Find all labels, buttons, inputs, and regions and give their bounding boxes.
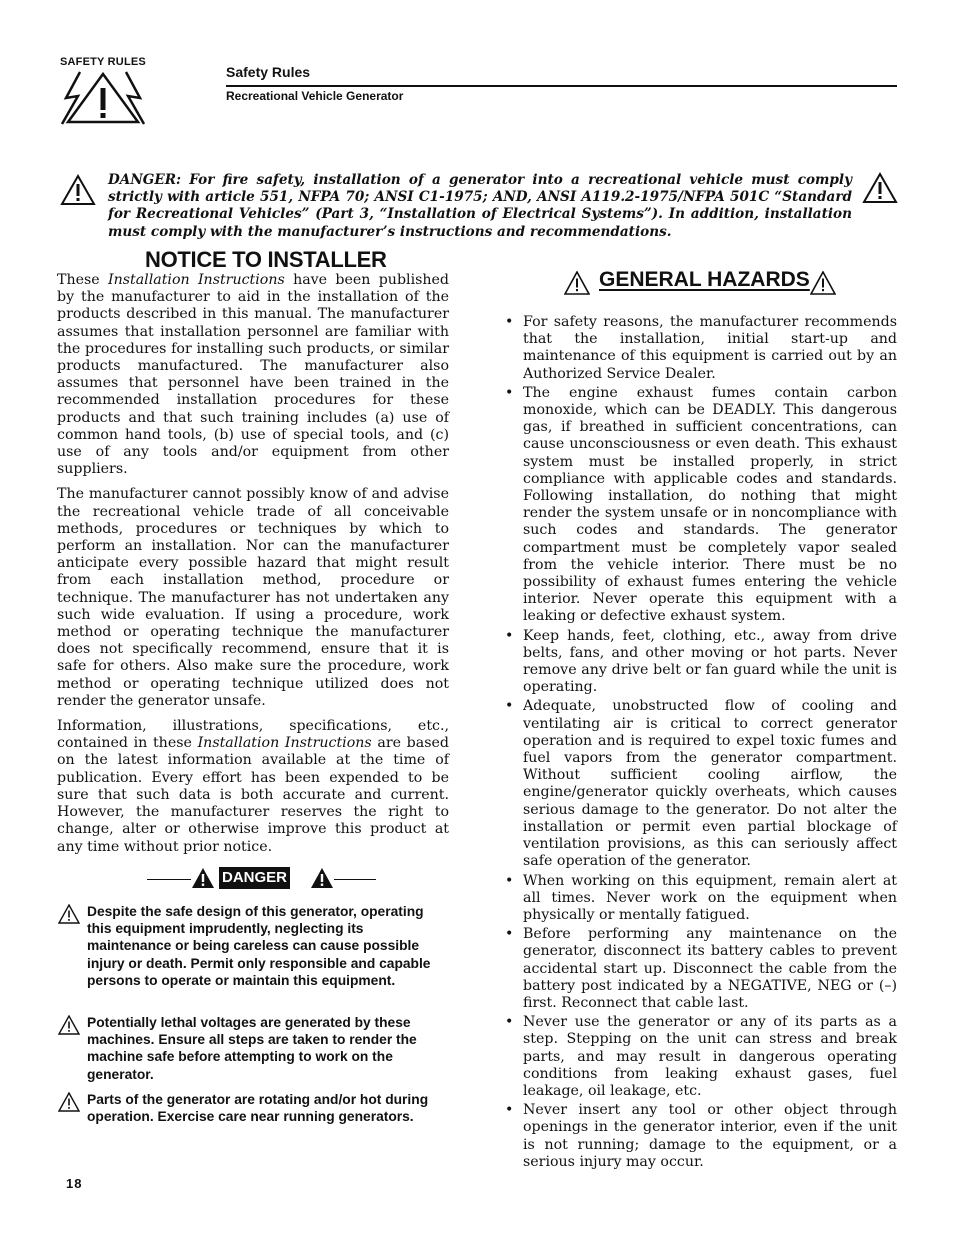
lightning-warning-icon (60, 70, 146, 126)
warning-triangle-icon (810, 271, 836, 295)
bullet: • (505, 872, 514, 889)
danger-item: Parts of the generator are rotating and/or hot during operation. Exercise care near running generators. (87, 1092, 429, 1125)
warning-triangle-filled-icon (191, 867, 215, 889)
notice-paragraph (57, 272, 449, 478)
list-item-text: Never use the generator or any of its parts as a step. Stepping on the unit can stress and break parts, and may result in dangerous operating conditions from leaking exhaust gases, fuel leakage, oil leakage, etc. (523, 1014, 897, 1099)
danger-item: Potentially lethal voltages are generated by these machines. Ensure all steps are taken to render the machine safe before attempting to work on the generator. (87, 1015, 417, 1082)
list-item (505, 873, 897, 925)
text-run: These (57, 272, 108, 288)
warning-triangle-icon (862, 172, 898, 204)
notice-body (57, 272, 449, 864)
list-item-text: Keep hands, feet, clothing, etc., away from drive belts, fans, and other moving or hot parts. Never remove any drive belt or fan guard while the unit is operating. (523, 627, 897, 696)
warning-triangle-filled-icon (310, 867, 334, 889)
warning-triangle-icon (58, 1092, 80, 1112)
header-rule (226, 85, 897, 87)
text-run-italic: Installation Instructions (108, 272, 285, 288)
list-item (505, 698, 897, 870)
notice-title: NOTICE TO INSTALLER (145, 247, 387, 272)
list-item (505, 1014, 897, 1100)
danger-label: DANGER (219, 867, 290, 889)
text-run: have been published by the manufacturer to aid in the installation of the products described in this manual. The manufacturer assumes that installation personnel are familiar with the procedures for installing such products, or similar products manufactured. The manufacturer also assumes that personnel have been trained in the recommended installation procedures for these products and that such training includes (a) use of common hand tools, (b) use of special tools, and (c) use of any tools and/or equipment from other suppliers. (57, 272, 449, 478)
list-item (505, 314, 897, 383)
text-run: Information, illustrations, specifications, etc., contained in these (57, 718, 449, 752)
list-item-text: The engine exhaust fumes contain carbon monoxide, which can be DEADLY. This dangerous gas, if breathed in sufficient concentrations, can cause unconsciousness or even death. This exhaust system must be installed properly, in strict compliance with applicable codes and standards. Following installation, do nothing that might render the system unsafe or in noncompliance with such codes and standards. The generator compartment must be completely vapor sealed from the vehicle interior. There must be no possibility of exhaust fumes entering the vehicle interior. Never operate this equipment with a leaking or defective exhaust system. (523, 384, 897, 625)
text-run: are based on the latest information available at the time of publication. Every effort has been expended to be sure that such data is both accurate and current. However, the manufacturer reserves the right to change, alter or otherwise improve this product at any time without prior notice. (57, 735, 449, 855)
list-item (505, 926, 897, 1012)
bullet: • (505, 627, 514, 644)
danger-banner-text: DANGER: For fire safety, installation of a generator into a recreational vehicle must comply strictly with article 551, NFPA 70; ANSI C1-1975; AND, ANSI A119.2-1975/NFPA 501C “Standard for Recreational Vehicles” (Part 3, “Installation of Electrical Systems”). In addition, installation must comply with the manufacturer’s instructions and recommendations. (108, 172, 852, 240)
warning-triangle-icon (58, 1015, 80, 1035)
danger-rule (147, 879, 191, 880)
list-item (505, 385, 897, 626)
page-number: 18 (66, 1176, 83, 1191)
bullet: • (505, 1102, 514, 1119)
header-subtitle: Recreational Vehicle Generator (226, 89, 404, 103)
bullet: • (505, 314, 514, 330)
general-hazards-title: GENERAL HAZARDS (599, 268, 810, 291)
danger-item: Despite the safe design of this generator, operating this equipment imprudently, neglecting its maintenance or being careless can cause possible injury or death. Permit only responsible and capable persons to operate or maintain this equipment. (87, 904, 431, 988)
list-item (505, 628, 897, 697)
danger-rule (334, 879, 376, 880)
text-run-italic: Installation Instructions (197, 735, 372, 752)
list-item-text: Before performing any maintenance on the generator, disconnect its battery cables to prevent accidental start up. Disconnect the cable from the battery post indicated by a NEGATIVE, NEG or (–) first. Reconnect that cable last. (523, 926, 897, 1011)
bullet: • (505, 384, 514, 401)
warning-triangle-icon (564, 271, 590, 295)
list-item-text: For safety reasons, the manufacturer recommends that the installation, initial start-up and maintenance of this equipment is carried out by an Authorized Service Dealer. (523, 314, 897, 382)
list-item-text: When working on this equipment, remain alert at all times. Never work on the equipment when physically or mentally fatigued. (523, 872, 897, 923)
header-title: Safety Rules (226, 64, 311, 80)
bullet: • (505, 926, 514, 943)
list-item (505, 1102, 897, 1171)
bullet: • (505, 1014, 514, 1031)
warning-triangle-icon (58, 904, 80, 924)
notice-paragraph (57, 718, 449, 856)
logo-label: SAFETY RULES (60, 56, 146, 68)
bullet: • (505, 698, 514, 715)
general-hazards-list (505, 314, 897, 1173)
list-item-text: Adequate, unobstructed flow of cooling and ventilating air is critical to correct generator operation and is required to expel toxic fumes and fuel vapors from the generator compartment. Without sufficient cooling airflow, the engine/generator quickly overheats, which causes serious damage to the generator. Do not alter the installation or permit even partial blockage of ventilation provisions, as this can seriously affect safe operation of the generator. (523, 698, 897, 870)
list-item-text: Never insert any tool or other object through openings in the generator interior, even if the unit is not running; damage to the equipment, or a serious injury may occur. (523, 1102, 897, 1170)
notice-paragraph: The manufacturer cannot possibly know of and advise the recreational vehicle trade of all conceivable methods, procedures or techniques by which to perform an installation. Nor can the manufacturer anticipate every possible hazard that might result from each installation method, procedure or technique. The manufacturer has not undertaken any such wide evaluation. If using a procedure, work method or operating technique the manufacturer does not specifically recommend, ensure that it is safe for others. Also make sure the procedure, work method or operating technique utilized does not render the generator unsafe. (57, 486, 449, 709)
warning-triangle-icon (60, 174, 96, 206)
